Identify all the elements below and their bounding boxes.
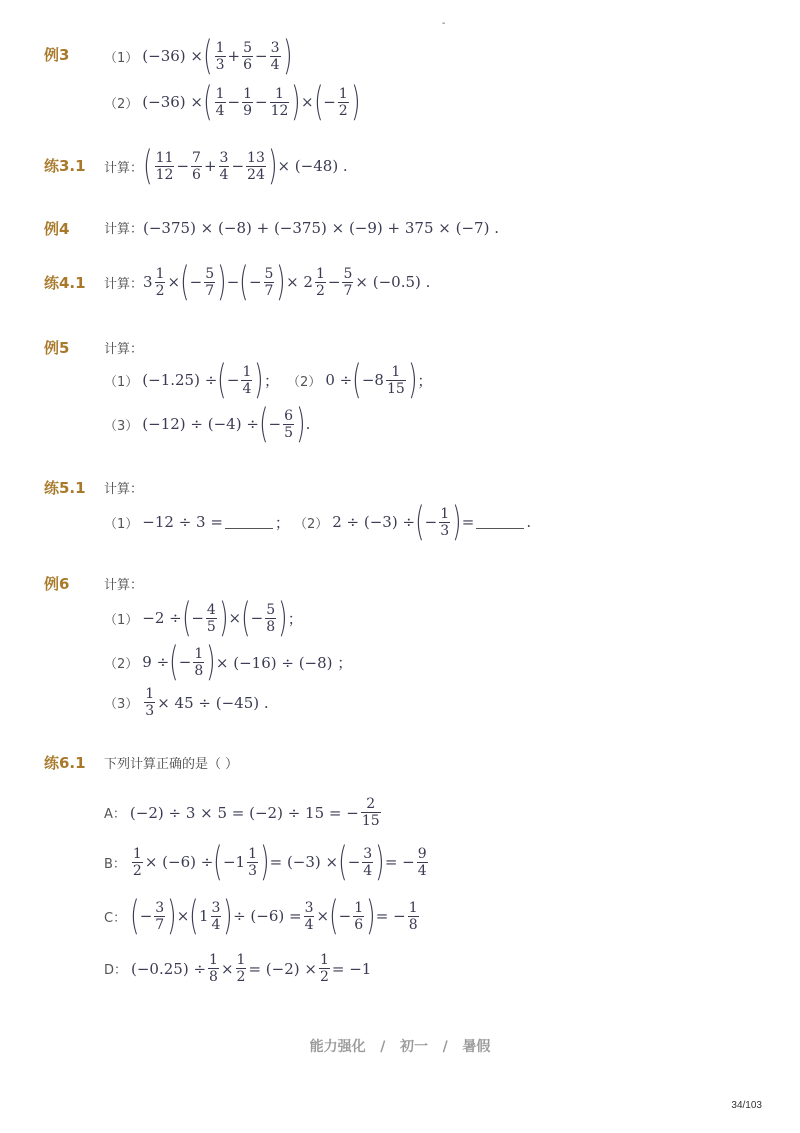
label-practice-4-1: 练4.1 (44, 274, 86, 292)
answer-blank-2[interactable] (476, 516, 524, 529)
option-a[interactable]: A： (−2) ÷ 3 × 5 = (−2) ÷ 15 = − $\frac{2}{15}$ (104, 796, 380, 829)
pr31-problem: 计算： ( $\frac{11}{12}$ − $\frac{7}{6}$ + $\frac{3}{4}$ − $\frac{13}{24}$ ) × (−48) . (104, 143, 348, 189)
label-example-3: 例3 (44, 46, 70, 64)
ex3-item-1: （1） (−36) × ( $\frac{1}{3}$ + $\frac{5}{6}$ − $\frac{3}{4}$ ) (104, 33, 293, 79)
pr51-items: （1） −12 ÷ 3 = ； （2） 2 ÷ (−3) ÷ ( − $\frac{1}{3}$ ) = . (104, 499, 532, 545)
label-practice-6-1: 练6.1 (44, 754, 86, 772)
pr51-compute: 计算： (104, 482, 144, 497)
label-practice-5-1: 练5.1 (44, 479, 86, 497)
ex3-item-2: （2） (−36) × ( $\frac{1}{4}$ − $\frac{1}{9}$ − $\frac{1}{12}$ ) × ( − $\frac{1}{2}$ ) (104, 79, 361, 125)
label-example-6: 例6 (44, 575, 70, 593)
ex6-item-1: （1） −2 ÷ ( − $\frac{4}{5}$ ) × ( − $\frac{5}{8}$ ) ； (104, 595, 303, 641)
footer: 能力强化 / 初一 / 暑假 (309, 1039, 491, 1055)
option-d[interactable]: D： (−0.25) ÷ $\frac{1}{8}$ × $\frac{1}{2}$ = (−2) × $\frac{1}{2}$ = −1 (104, 952, 372, 985)
pr41-problem: 计算： 3 $\frac{1}{2}$ × ( − $\frac{5}{7}$ ) − ( − $\frac{5}{7}$ ) × 2 $\frac{1}{2}$ − $\frac{5}{7}$ × (−0.5) . (104, 259, 431, 305)
label-example-4: 例4 (44, 220, 70, 238)
ex5-item-3: （3） (−12) ÷ (−4) ÷ ( − $\frac{6}{5}$ ) . (104, 401, 311, 447)
label-example-5: 例5 (44, 339, 70, 357)
label-practice-3-1: 练3.1 (44, 157, 86, 175)
answer-blank-1[interactable] (225, 516, 273, 529)
page-number: 34/103 (731, 1100, 762, 1111)
option-b[interactable]: B： $\frac{1}{2}$ × (−6) ÷ ( −1 $\frac{1}{3}$ ) = (−3) × ( − $\frac{3}{4}$ ) = − $\frac{9}{4}$ (104, 839, 427, 885)
ex4-problem: 计算： (−375) × (−8) + (−375) × (−9) + 375 × (−7) . (104, 218, 499, 237)
ex5-compute: 计算： (104, 342, 144, 357)
pr61-question: 下列计算正确的是（ ） (104, 757, 239, 772)
ex6-compute: 计算： (104, 578, 144, 593)
top-mark: - (442, 18, 446, 29)
ex5-items-1-2: （1） (−1.25) ÷ ( − $\frac{1}{4}$ ) ； （2） 0 ÷ ( −8 $\frac{1}{15}$ ) ； (104, 357, 433, 403)
ex6-item-2: （2） 9 ÷ ( − $\frac{1}{8}$ ) × (−16) ÷ (−8) ； (104, 639, 353, 685)
footer-sep-2: / (442, 1039, 448, 1055)
option-c[interactable]: C： ( − $\frac{3}{7}$ ) × ( 1 $\frac{3}{4}$ ) ÷ (−6) = $\frac{3}{4}$ × ( − $\frac{1}{6}$ ) = − $\frac{1}{8}$ (104, 893, 418, 939)
ex6-item-3: （3） $\frac{1}{3}$ × 45 ÷ (−45) . (104, 686, 269, 719)
